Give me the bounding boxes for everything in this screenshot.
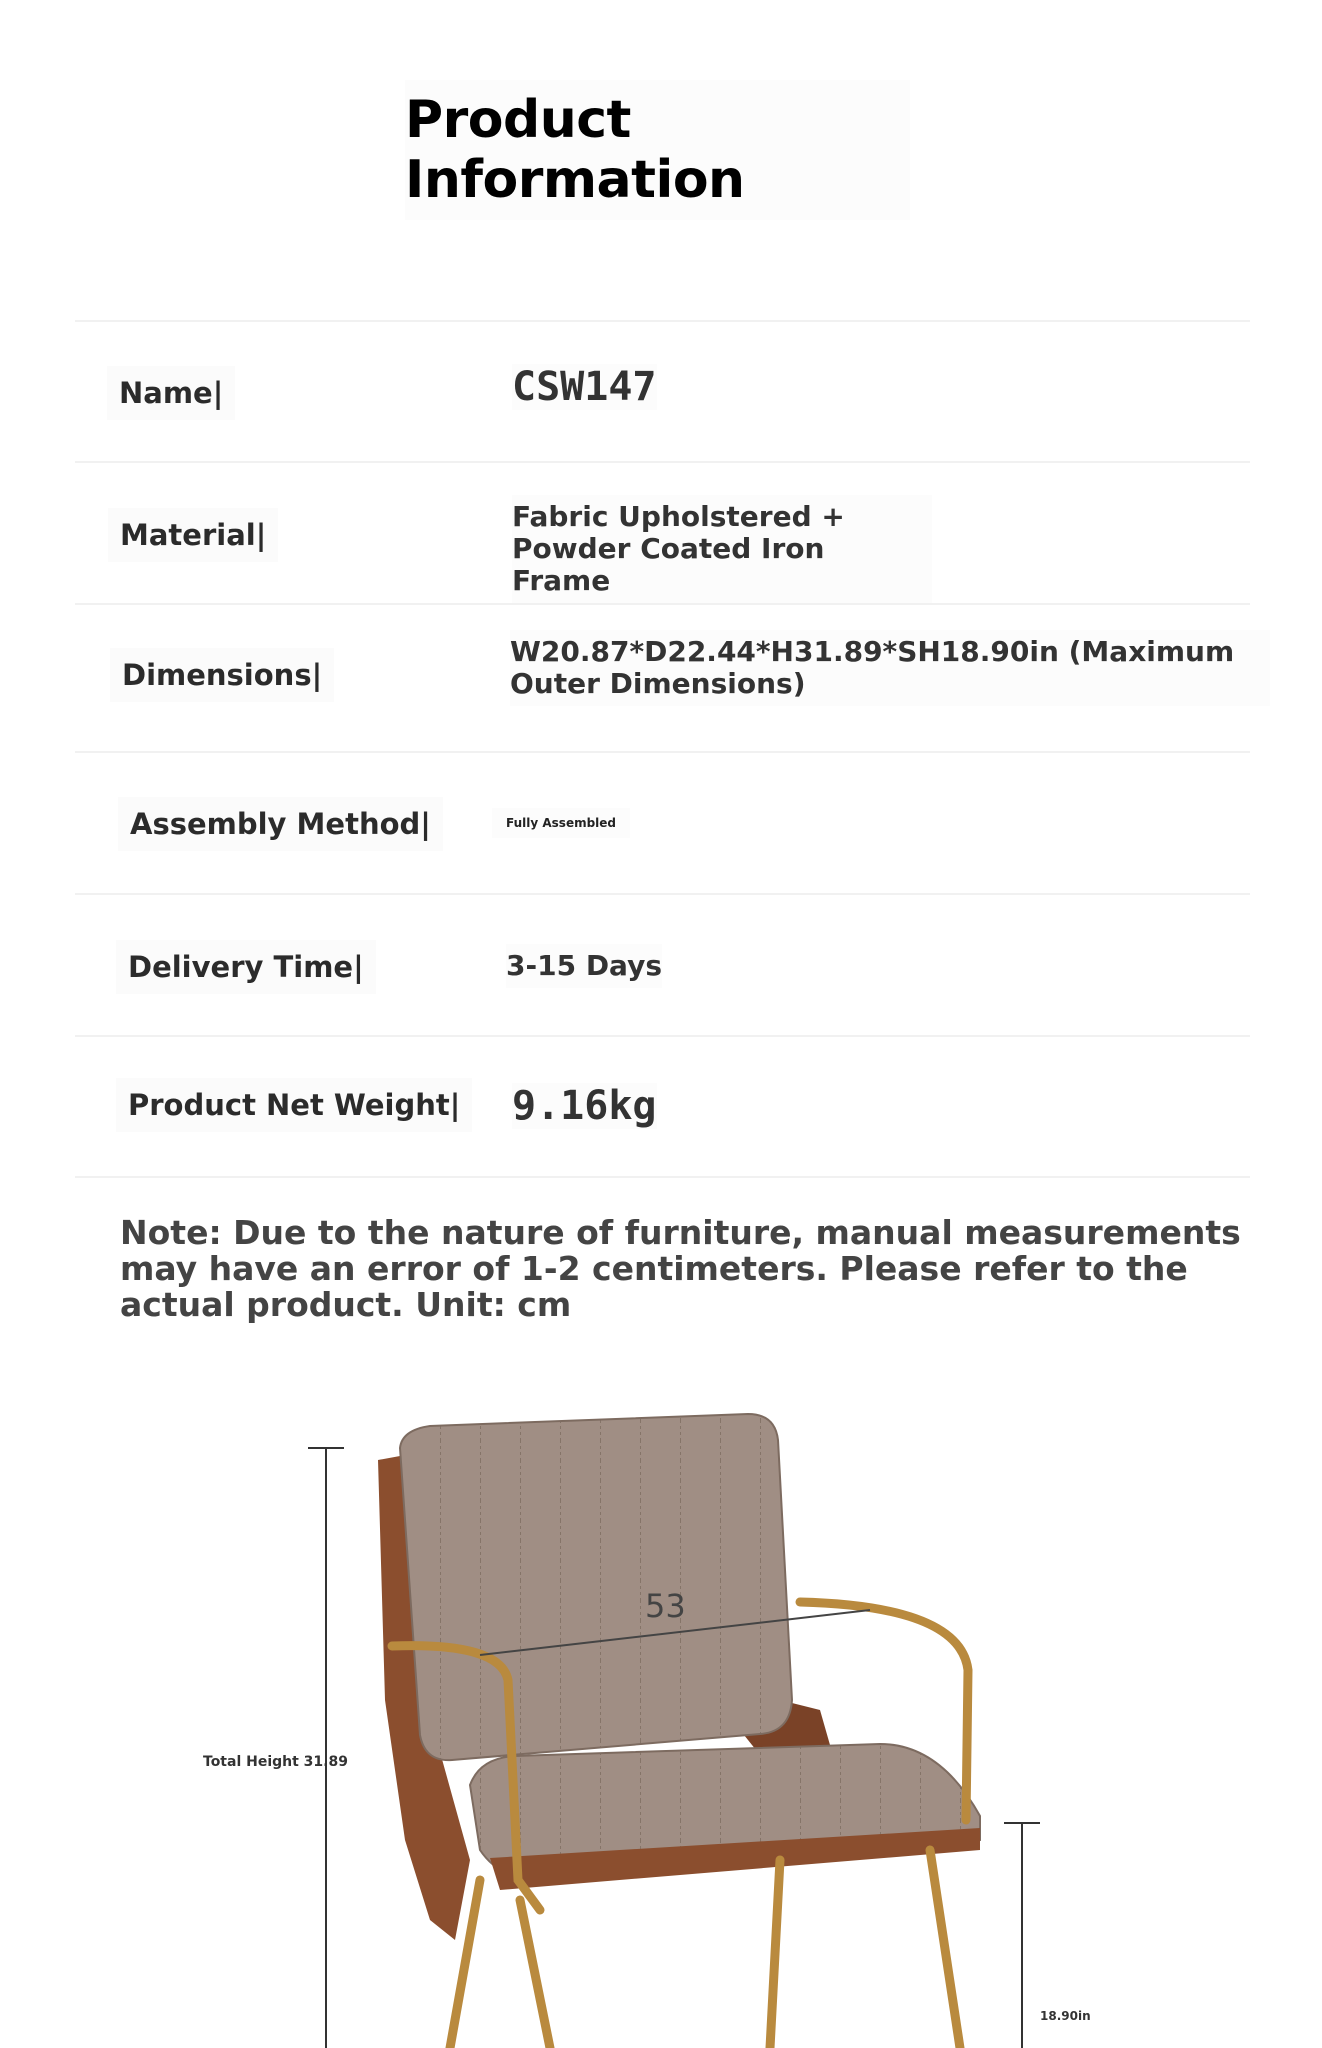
total-height-label: Total Height 31.89: [203, 1754, 348, 1770]
net-weight-value: 9.16kg: [512, 1083, 657, 1129]
material-label: Material|: [108, 508, 278, 562]
seat-cushion: [470, 1744, 980, 1890]
table-divider: [75, 603, 1250, 605]
assembly-method-label: Assembly Method|: [118, 797, 443, 851]
delivery-time-value: 3-15 Days: [506, 944, 662, 988]
page-title: Product Information: [405, 80, 910, 220]
chair-dimension-diagram: [0, 1380, 1322, 2048]
width-dimension-label: 53: [645, 1587, 686, 1625]
table-divider: [75, 1176, 1250, 1178]
seat-height-dimension-line: [1004, 1823, 1040, 2048]
dimensions-value: W20.87*D22.44*H31.89*SH18.90in (Maximum Outer Dimensions): [510, 630, 1270, 706]
table-divider: [75, 751, 1250, 753]
table-divider: [75, 461, 1250, 463]
total-height-dimension-line: [308, 1448, 344, 2048]
material-value: Fabric Upholstered + Powder Coated Iron Frame: [512, 495, 932, 603]
delivery-time-label: Delivery Time|: [116, 940, 376, 994]
dimensions-label: Dimensions|: [110, 648, 334, 702]
seat-height-label: 18.90in: [1040, 2009, 1091, 2023]
table-divider: [75, 1035, 1250, 1037]
net-weight-label: Product Net Weight|: [116, 1078, 472, 1132]
back-cushion: [400, 1414, 792, 1760]
table-divider: [75, 893, 1250, 895]
measurement-note: Note: Due to the nature of furniture, manual measurements may have an error of 1-2 centimeters. Please refer to the actual product. Unit: cm: [120, 1213, 1241, 1324]
name-label: Name|: [107, 366, 235, 420]
table-divider: [75, 320, 1250, 322]
name-value: CSW147: [512, 364, 657, 410]
assembly-method-value: Fully Assembled: [492, 808, 630, 838]
